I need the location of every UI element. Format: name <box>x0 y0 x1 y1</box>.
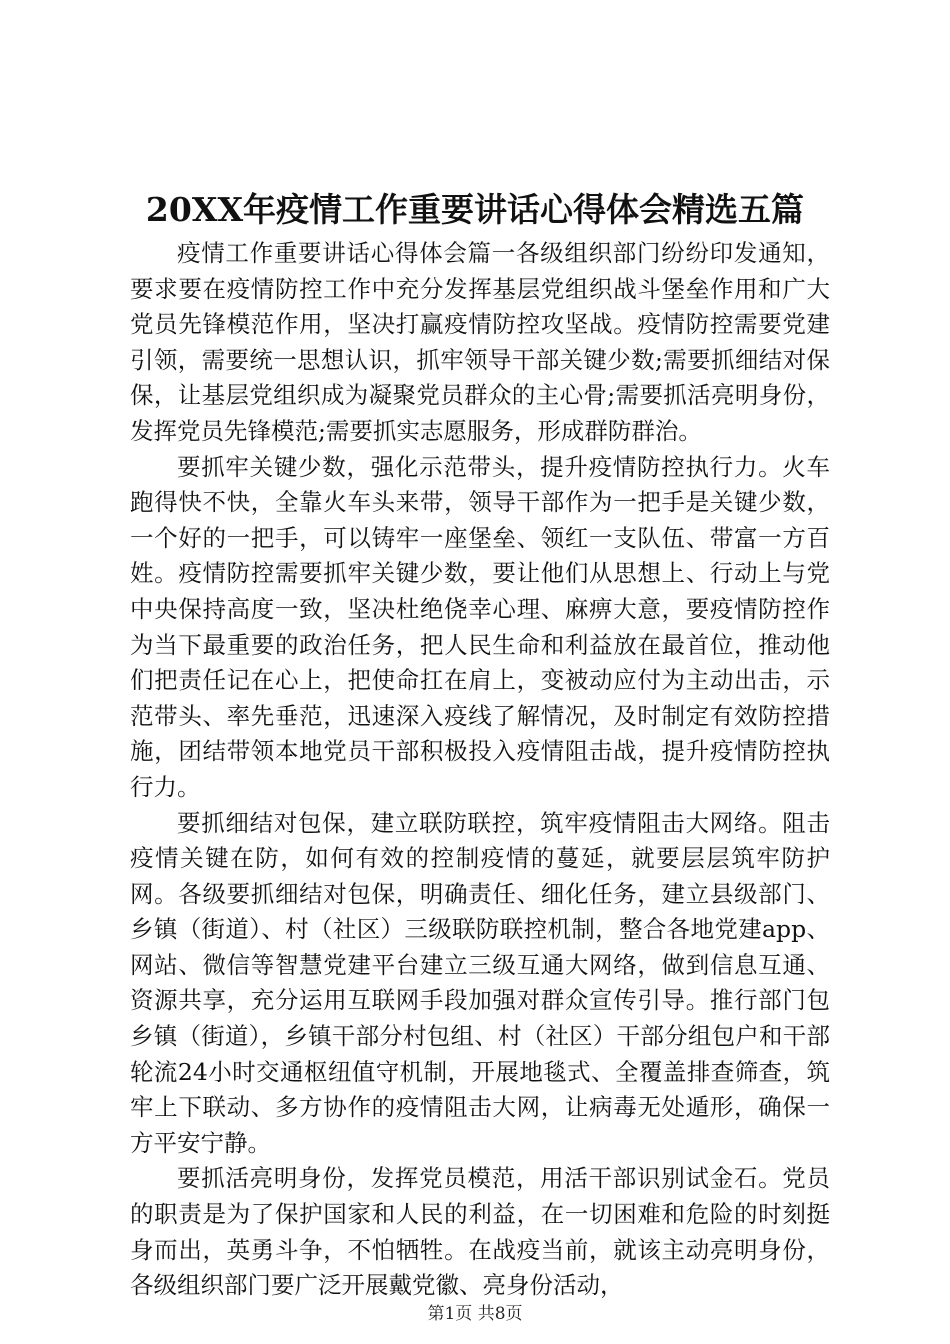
page-footer: 第1页 共8页 <box>427 1304 523 1324</box>
document-title: 20XX年疫情工作重要讲话心得体会精选五篇 <box>145 190 805 229</box>
paragraph-1: 疫情工作重要讲话心得体会篇一各级组织部门纷纷印发通知，要求要在疫情防控工作中充分发挥基层党组织战斗堡垒作用和广大党员先锋模范作用，坚决打赢疫情防控攻坚战。疫情防控需要党建引领，需要统一思想认识，抓牢领导干部关键少数;需要抓细结对保保，让基层党组织成为凝聚党员群众的主心骨;需要抓活亮明身份，发挥党员先锋模范;需要抓实志愿服务，形成群防群治。 <box>130 239 830 445</box>
paragraph-2: 要抓牢关键少数，强化示范带头，提升疫情防控执行力。火车跑得快不快，全靠火车头来带，领导干部作为一把手是关键少数，一个好的一把手，可以铸牢一座堡垒、领红一支队伍、带富一方百姓。疫情防控需要抓牢关键少数，要让他们从思想上、行动上与党中央保持高度一致，坚决杜绝侥幸心理、麻痹大意，要疫情防控作为当下最重要的政治任务，把人民生命和利益放在最首位，推动他们把责任记在心上，把使命扛在肩上，变被动应付为主动出击，示范带头、率先垂范，迅速深入疫线了解情况，及时制定有效防控措施，团结带领本地党员干部积极投入疫情阻击战，提升疫情防控执行力。 <box>130 452 830 801</box>
paragraph-3: 要抓细结对包保，建立联防联控，筑牢疫情阻击大网络。阻击疫情关键在防，如何有效的控制疫情的蔓延，就要层层筑牢防护网。各级要抓细结对包保，明确责任、细化任务，建立县级部门、乡镇（街道）、村（社区）三级联防联控机制，整合各地党建app、网站、微信等智慧党建平台建立三级互通大网络，做到信息互通、资源共享，充分运用互联网手段加强对群众宣传引导。推行部门包乡镇（街道），乡镇干部分村包组、村（社区）干部分组包户和干部轮流24小时交通枢纽值守机制，开展地毯式、全覆盖排查筛查，筑牢上下联动、多方协作的疫情阻击大网，让病毒无处遁形，确保一方平安宁静。 <box>130 808 830 1157</box>
document-body <box>130 236 830 1304</box>
paragraph-4: 要抓活亮明身份，发挥党员模范，用活干部识别试金石。党员的职责是为了保护国家和人民的利益，在一切困难和危险的时刻挺身而出，英勇斗争，不怕牺牲。在战疫当前，就该主动亮明身份，各级组织部门要广泛开展戴党徽、亮身份活动， <box>130 1164 830 1300</box>
